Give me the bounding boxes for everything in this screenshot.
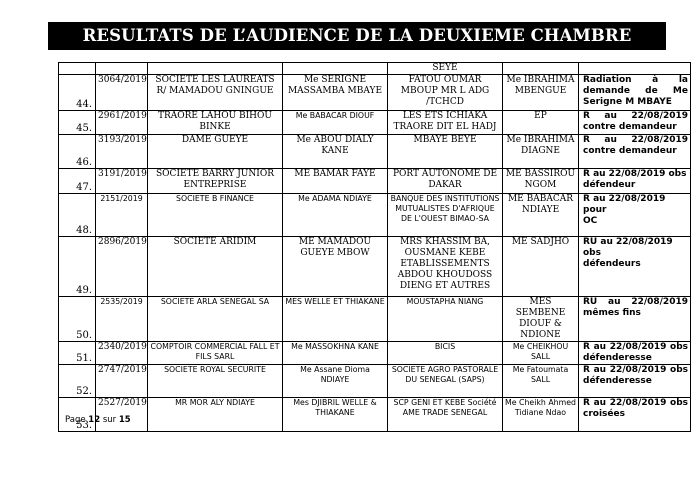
resultat-line: défenderesse (583, 376, 652, 386)
table-row (59, 297, 691, 342)
dossier-cell: 2896/2019 (96, 237, 148, 297)
resultat-line: Radiation à la (583, 75, 688, 85)
avocat-demandeur-cell: MES WELLE ET THIAKANE (283, 297, 388, 342)
resultat-line: défendeur (583, 180, 636, 190)
total-pages: 15 (118, 415, 131, 425)
resultat-line: RU au 22/08/2019 (583, 297, 688, 307)
dossier-cell: 2535/2019 (96, 297, 148, 342)
resultat-cell (579, 169, 691, 194)
row-number: 47. (59, 169, 96, 194)
results-table (58, 62, 691, 432)
resultat-cell (579, 297, 691, 342)
dossier-cell: 3064/2019 (96, 75, 148, 111)
resultat-line: RU au 22/08/2019 obs (583, 237, 673, 258)
table-row (59, 342, 691, 365)
page-footer (65, 415, 131, 425)
defendeur-cell: FATOU OUMAR MBOUP MR L ADG /TCHCD (388, 75, 503, 111)
defendeur-cell: MBAYE BEYE (388, 135, 503, 169)
dossier-cell: 2151/2019 (96, 194, 148, 237)
row-number: 44. (59, 75, 96, 111)
resultat-line: mêmes fins (583, 308, 641, 318)
row-number: 45. (59, 111, 96, 135)
defendeur-cell: SEYE (388, 63, 503, 75)
table-row (59, 194, 691, 237)
avocat-defendeur-cell: EP (503, 111, 579, 135)
avocat-defendeur-cell: MES SEMBENE DIOUF & NDIONE (503, 297, 579, 342)
resultat-cell (579, 111, 691, 135)
demandeur-cell: SOCIETE ROYAL SECURITE (148, 365, 283, 398)
current-page: 12 (88, 415, 101, 425)
defendeur-cell: PORT AUTONOME DE DAKAR (388, 169, 503, 194)
avocat-demandeur-cell: ME BAMAR FAYE (283, 169, 388, 194)
resultat-line: demande de Me (583, 86, 688, 96)
avocat-demandeur-cell: Me SERIGNE MASSAMBA MBAYE (283, 75, 388, 111)
table-row (59, 75, 691, 111)
demandeur-cell: SOCIETE LES LAUREATS R/ MAMADOU GNINGUE (148, 75, 283, 111)
resultat-line: OC (583, 216, 598, 226)
dossier-cell: 3193/2019 (96, 135, 148, 169)
defendeur-cell: BICIS (388, 342, 503, 365)
demandeur-cell: SOCIETE ARLA SENEGAL SA (148, 297, 283, 342)
demandeur-cell: SOCIETE ARIDIM (148, 237, 283, 297)
demandeur-cell: MR MOR ALY NDIAYE (148, 398, 283, 432)
defendeur-cell: SOCIETE AGRO PASTORALE DU SENEGAL (SAPS) (388, 365, 503, 398)
resultat-line: défendeurs (583, 259, 641, 269)
resultat-line: contre demandeur (583, 122, 677, 132)
avocat-demandeur-cell: Me ADAMA NDIAYE (283, 194, 388, 237)
dossier-cell: 2527/2019 (96, 398, 148, 432)
footer-sep: sur (102, 415, 117, 425)
continued-row (59, 63, 691, 75)
row-number: 50. (59, 297, 96, 342)
avocat-defendeur-cell: ME BABACAR NDIAYE (503, 194, 579, 237)
demandeur-cell: SOCIETE BARRY JUNIOR ENTREPRISE (148, 169, 283, 194)
table-row (59, 398, 691, 432)
defendeur-cell: BANQUE DES INSTITUTIONS MUTUALISTES D'AFRIQUE DE L'OUEST BIMAO-SA (388, 194, 503, 237)
resultat-line: R au 22/08/2019 obs (583, 342, 688, 352)
dossier-cell: 2340/2019 (96, 342, 148, 365)
dossier-cell: 2747/2019 (96, 365, 148, 398)
page-title: RESULTATS DE L’AUDIENCE DE LA DEUXIEME CHAMBRE (48, 22, 666, 50)
defendeur-cell: SCP GENI ET KEBE Société AME TRADE SENEGAL (388, 398, 503, 432)
demandeur-cell: TRAORE LAHOU BIHOU BINKE (148, 111, 283, 135)
resultat-line: R au 22/08/2019 pour (583, 194, 666, 215)
resultat-cell (579, 75, 691, 111)
avocat-demandeur-cell: Me MASSOKHNA KANE (283, 342, 388, 365)
row-number: 51. (59, 342, 96, 365)
resultat-cell (579, 398, 691, 432)
resultat-line: R au 22/08/2019 (583, 111, 688, 121)
resultat-line: Serigne M MBAYE (583, 97, 672, 107)
dossier-cell: 3191/2019 (96, 169, 148, 194)
avocat-demandeur-cell: Me Assane Dioma NDIAYE (283, 365, 388, 398)
row-number: 53. (59, 398, 96, 432)
avocat-demandeur-cell: ME MAMADOU GUEYE MBOW (283, 237, 388, 297)
resultat-cell (579, 237, 691, 297)
avocat-defendeur-cell: Me Fatoumata SALL (503, 365, 579, 398)
row-number: 48. (59, 194, 96, 237)
avocat-defendeur-cell: Me Cheikh Ahmed Tidiane Ndao (503, 398, 579, 432)
resultat-cell (579, 135, 691, 169)
resultat-line: croisées (583, 409, 625, 419)
avocat-defendeur-cell: Me IBRAHIMA DIAGNE (503, 135, 579, 169)
table-row (59, 135, 691, 169)
defendeur-cell: LES ETS ICHIAKA TRAORE DIT EL HADJ (388, 111, 503, 135)
avocat-defendeur-cell: ME SADJHO (503, 237, 579, 297)
demandeur-cell: DAME GUEYE (148, 135, 283, 169)
defendeur-cell: MRS KHASSIM BA, OUSMANE KEBE ETABLISSEMENTS ABDOU KHOUDOSS DIENG ET AUTRES (388, 237, 503, 297)
resultat-line: défenderesse (583, 353, 652, 363)
demandeur-cell: COMPTOIR COMMERCIAL FALL ET FILS SARL (148, 342, 283, 365)
dossier-cell: 2961/2019 (96, 111, 148, 135)
row-number: 49. (59, 237, 96, 297)
defendeur-cell: MOUSTAPHA NIANG (388, 297, 503, 342)
footer-prefix: Page (65, 415, 86, 425)
avocat-defendeur-cell: ME BASSIROU NGOM (503, 169, 579, 194)
resultat-line: R au 22/08/2019 obs (583, 169, 687, 179)
resultat-cell (579, 342, 691, 365)
avocat-defendeur-cell: Me CHEIKHOU SALL (503, 342, 579, 365)
table-row (59, 169, 691, 194)
resultat-line: R au 22/08/2019 (583, 135, 688, 145)
row-number: 46. (59, 135, 96, 169)
row-number: 52. (59, 365, 96, 398)
avocat-demandeur-cell: Me ABOU DIALY KANE (283, 135, 388, 169)
resultat-line: R au 22/08/2019 obs (583, 398, 688, 408)
table-row (59, 365, 691, 398)
avocat-demandeur-cell: Mes DJIBRIL WELLE & THIAKANE (283, 398, 388, 432)
resultat-cell (579, 365, 691, 398)
resultat-line: contre demandeur (583, 146, 677, 156)
table-row (59, 111, 691, 135)
resultat-line: R au 22/08/2019 obs (583, 365, 688, 375)
avocat-demandeur-cell: Me BABACAR DIOUF (283, 111, 388, 135)
avocat-defendeur-cell: Me IBRAHIMA MBENGUE (503, 75, 579, 111)
resultat-cell (579, 194, 691, 237)
demandeur-cell: SOCIETE B FINANCE (148, 194, 283, 237)
table-row (59, 237, 691, 297)
